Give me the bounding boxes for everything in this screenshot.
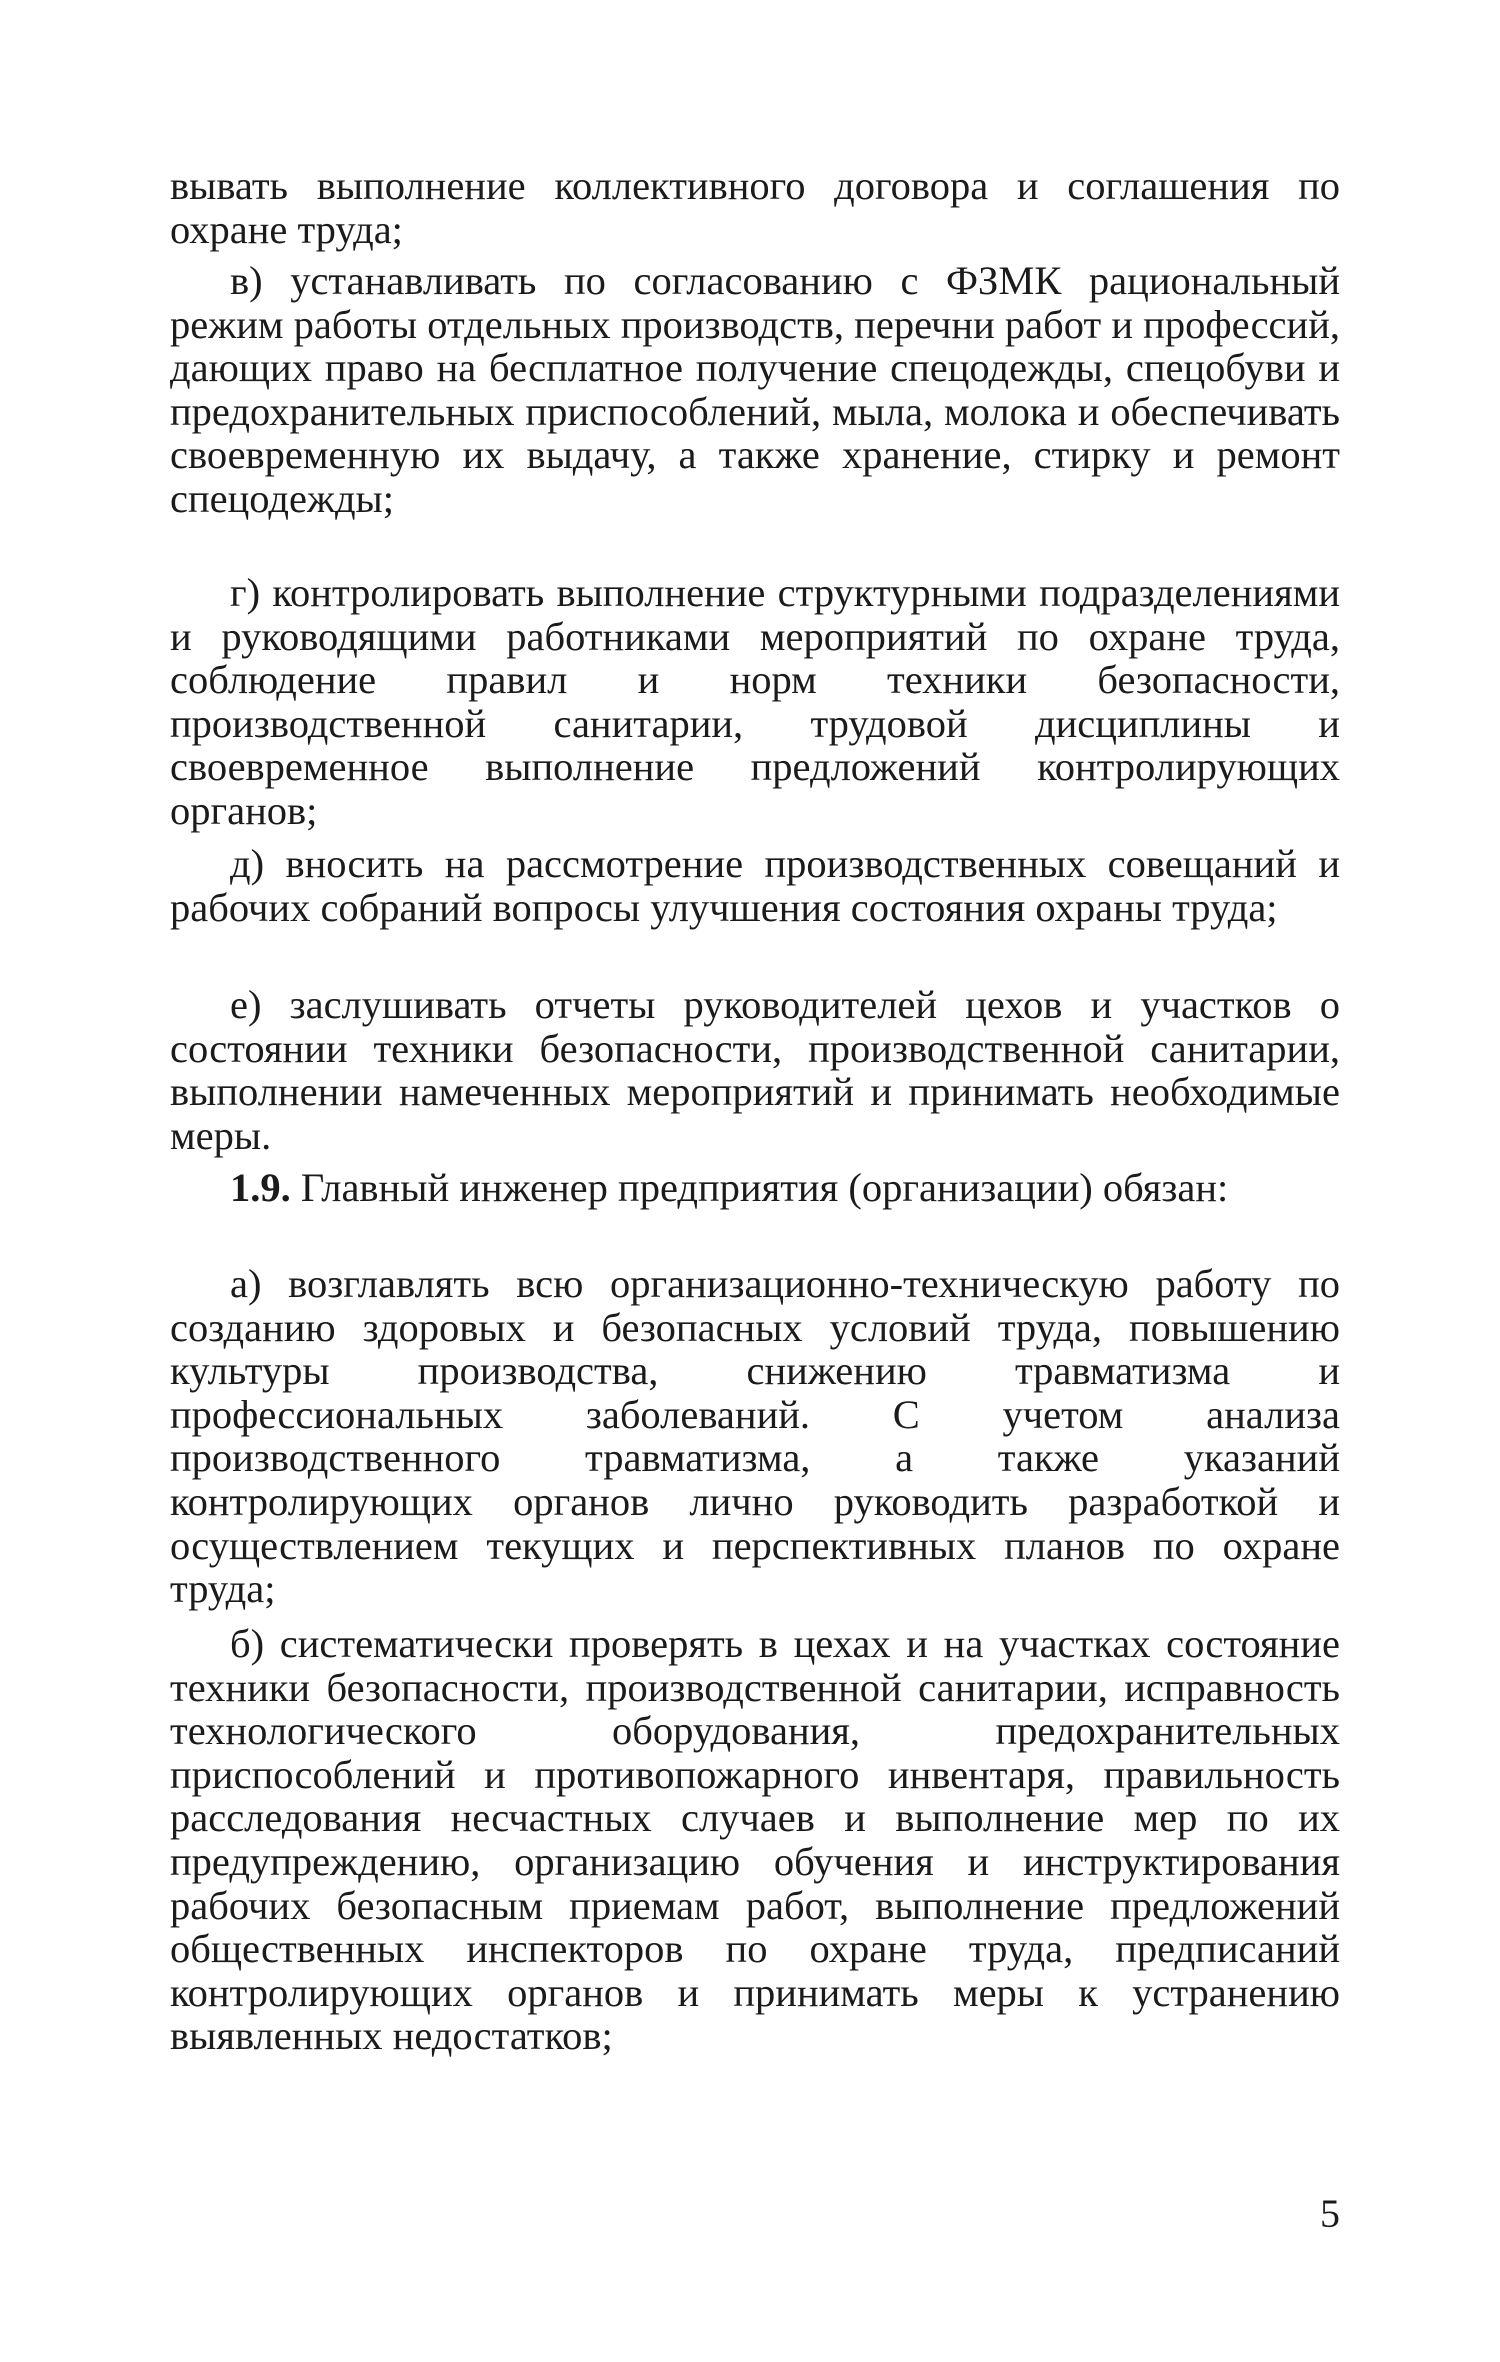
section-number: 1.9. — [230, 1165, 291, 1210]
section-1-9-heading — [170, 1166, 1340, 1254]
paragraph-item-d: д) вносить на рассмотрение производственных совещаний и рабочих собраний вопросы улучшения состояния охраны труда; — [170, 841, 1340, 930]
paragraph-item-e: е) заслушивать отчеты руководителей цехов и участков о состоянии техники безопасности, производственной санитарии, выполнении намеченных мероприятий и принимать необходимые меры. — [170, 982, 1340, 1158]
page-number: 5 — [1320, 2191, 1340, 2236]
paragraph-item-g: г) контролировать выполнение структурными подразделениями и руководящими работниками мероприятий по охране труда, соблюдение правил и норм техники безопасности, производственной санитарии, трудовой дисциплины и своевременное выполнение предложений контролирующих органов; — [170, 570, 1340, 833]
paragraph-item-b: б) систематически проверять в цехах и на участках состояние техники безопасности, производственной санитарии, исправность технологического оборудования, предохранительных приспособлений и противопожарного инвентаря, правильность расследования несчастных случаев и выполнение мер по их предупреждению, организацию обучения и инструктирования рабочих безопасным приемам работ, выполнение предложений общественных инспекторов по охране труда, предписаний контролирующих органов и принимать меры к устранению выявленных недостатков; — [170, 1621, 1340, 2059]
paragraph-item-v: в) устанавливать по согласованию с ФЗМК рациональный режим работы отдельных производств, перечни работ и профессий, дающих право на бесплатное получение спецодежды, спецобуви и предохранительных приспособлений, мыла, молока и обеспечивать своевременную их выдачу, а также хранение, стирку и ремонт спецодежды; — [170, 258, 1340, 521]
paragraph-continuation: вывать выполнение коллективного договора и соглашения по охране труда; — [170, 163, 1340, 252]
paragraph-item-a: а) возглавлять всю организационно-техническую работу по созданию здоровых и безопасных условий труда, повышению культуры производства, снижению травматизма и профессиональных заболеваний. С учетом анализа производственного травматизма, а также указаний контролирующих органов лично руководить разработкой и осуществлением текущих и перспективных планов по охране труда; — [170, 1261, 1340, 1612]
section-text: Главный инженер предприятия (организации) обязан: — [300, 1165, 1229, 1210]
